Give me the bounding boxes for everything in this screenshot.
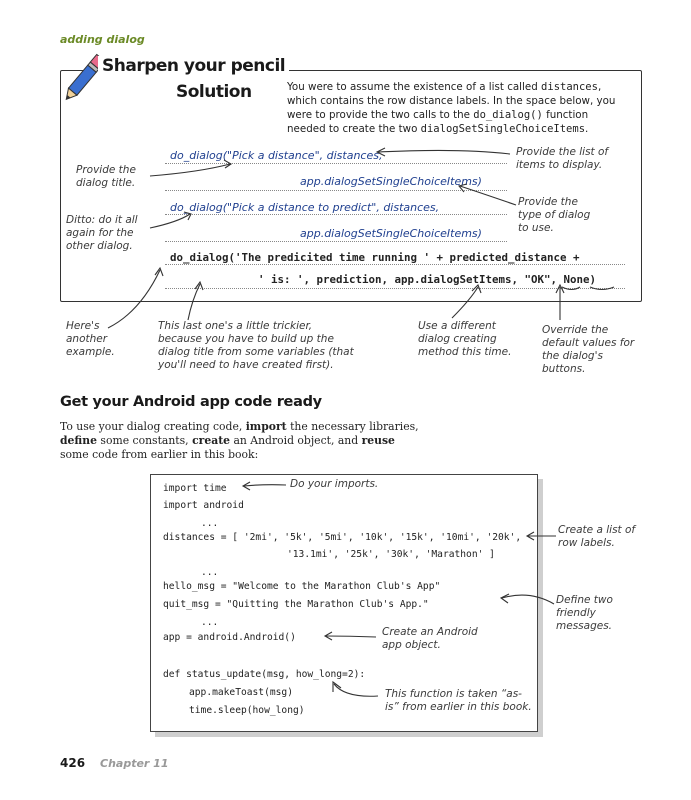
body-bold: create — [192, 434, 231, 447]
sharpen-title: Sharpen your pencil — [98, 56, 289, 76]
code-line: distances = [ '2mi', '5k', '5mi', '10k', '15k', '10mi', '20k', — [163, 532, 522, 543]
code-line: app.makeToast(msg) — [189, 687, 293, 698]
body-bold: import — [245, 420, 287, 433]
intro-code: distances — [541, 81, 598, 93]
annotation-row-labels: Create a list of row labels. — [558, 524, 636, 549]
annotation-provide-type: Provide the type of dialog to use. — [518, 196, 591, 234]
body-bold: define — [60, 434, 97, 447]
annotation-ditto: Ditto: do it all again for the other dialog. — [66, 214, 138, 252]
body-text: To use your dialog creating code, — [60, 420, 246, 433]
code-line: ... — [201, 617, 219, 628]
body-text: the necessary libraries, — [286, 420, 419, 433]
answer-line-4: app.dialogSetSingleChoiceItems) — [300, 227, 482, 240]
intro-text: function needed to create the two — [287, 109, 589, 135]
code-line: app = android.Android() — [163, 632, 296, 643]
section-body — [60, 420, 420, 462]
code-line: ... — [201, 518, 219, 529]
intro-text: You were to assume the existence of a list called — [287, 81, 542, 93]
code-line: quit_msg = "Quitting the Marathon Club's App." — [163, 599, 429, 610]
final-code-line-1: do_dialog('The predicited time running ' + predicted_distance + — [170, 251, 580, 264]
section-tag: adding dialog — [60, 33, 145, 46]
annotation-provide-title: Provide the dialog title. — [76, 164, 136, 189]
code-line: def status_update(msg, how_long=2): — [163, 669, 366, 680]
section-heading: Get your Android app code ready — [60, 394, 322, 410]
code-annotation-arrows — [0, 460, 691, 740]
body-bold: reuse — [361, 434, 395, 447]
answer-line-2: app.dialogSetSingleChoiceItems) — [300, 175, 482, 188]
intro-text: . — [585, 123, 589, 135]
annotation-different-method: Use a different dialog creating method this time. — [418, 320, 512, 358]
chapter-label: Chapter 11 — [100, 757, 169, 770]
annotation-as-is: This function is taken “as-is” from earlier in this book. — [385, 688, 532, 713]
code-line: '13.1mi', '25k', '30k', 'Marathon' ] — [287, 549, 495, 560]
annotation-messages: Define two friendly messages. — [556, 594, 613, 632]
annotation-provide-list: Provide the list of items to display. — [516, 146, 609, 171]
final-code-line-2: ' is: ', prediction, app.dialogSetItems, "OK", None) — [258, 273, 597, 286]
annotation-override: Override the default values for the dialog's buttons. — [542, 324, 635, 375]
answer-line-1: do_dialog("Pick a distance", distances, — [170, 149, 383, 162]
body-text: an Android object, and — [230, 434, 362, 447]
answer-line-3: do_dialog("Pick a distance to predict", distances, — [170, 201, 440, 214]
annotation-imports: Do your imports. — [290, 478, 379, 490]
annotation-another-example: Here's another example. — [66, 320, 115, 358]
annotation-trickier: This last one's a little trickier, because you have to build up the dialog title from some variables (that you'll need to have created first). — [158, 320, 354, 371]
intro-code: dialogSetSingleChoiceItems — [420, 123, 586, 135]
annotation-app-object: Create an Android app object. — [382, 626, 478, 651]
intro-text: , which contains the row distance labels. In the space below, you were to provide the two calls to the — [287, 81, 616, 121]
code-line: import time — [163, 483, 227, 494]
code-line: import android — [163, 500, 244, 511]
code-line: time.sleep(how_long) — [189, 705, 305, 716]
page-number: 426 — [60, 756, 86, 770]
code-line: hello_msg = "Welcome to the Marathon Club's App" — [163, 581, 441, 592]
body-text: some code from earlier in this book: — [60, 448, 259, 461]
code-line: ... — [201, 567, 219, 578]
body-text: some constants, — [97, 434, 193, 447]
intro-code: do_dialog() — [473, 109, 543, 121]
solution-title: Solution — [176, 82, 252, 102]
